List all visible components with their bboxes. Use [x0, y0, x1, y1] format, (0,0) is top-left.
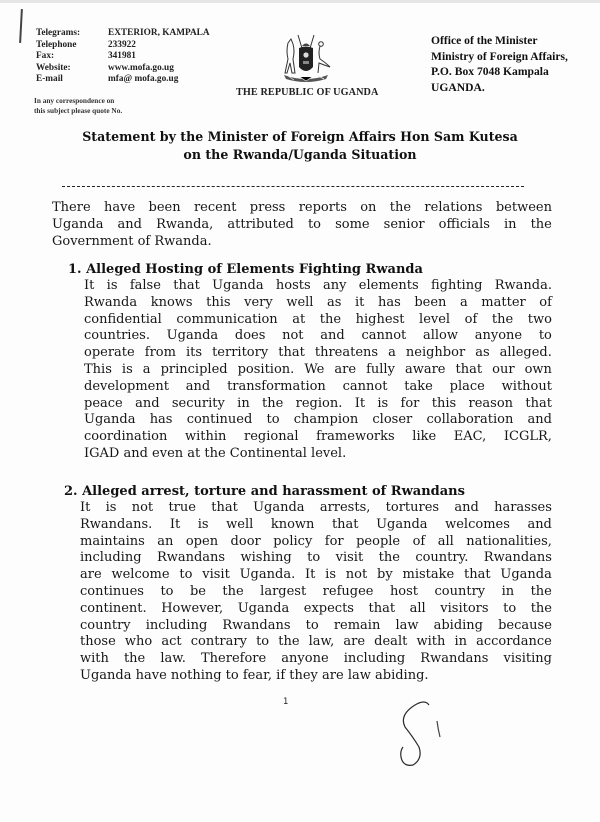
word: frameworks [316, 429, 395, 445]
word: including [80, 550, 142, 566]
word: within [184, 429, 227, 445]
word: has [149, 412, 173, 428]
word: level [419, 311, 451, 327]
word: Uganda [500, 567, 552, 583]
word: not [131, 500, 154, 515]
word: Rwandans [156, 550, 226, 566]
word: cannot [342, 378, 388, 394]
word: It [305, 567, 316, 583]
word: its [185, 345, 203, 361]
word: aware [404, 361, 446, 377]
word: policy [273, 533, 313, 549]
word: collaboration [426, 412, 514, 428]
quote-note [34, 96, 122, 116]
word: transformation [227, 378, 326, 394]
word: that [211, 500, 238, 515]
contact-label: Telegrams: [36, 28, 81, 38]
republic-title: THE REPUBLIC OF UGANDA [236, 87, 379, 98]
word: We [304, 361, 325, 377]
word: EAC, [453, 429, 487, 445]
word: Uganda [376, 516, 428, 532]
word: at [292, 311, 306, 327]
contact-label: Website: [36, 62, 71, 73]
title-line-1: Statement by the Minister of Foreign Affairs Hon Sam Kutesa [82, 129, 518, 144]
word: refugee [322, 583, 374, 599]
word: matter [481, 294, 526, 310]
word: highest [355, 311, 405, 327]
word: to [307, 550, 321, 566]
section-body [84, 278, 552, 463]
coat-of-arms-emblem-icon [276, 33, 336, 85]
word: operate [84, 345, 135, 361]
word: principled [160, 361, 228, 377]
word: anyone [474, 328, 523, 344]
word: welcomes [445, 516, 510, 532]
text-line: Government of Rwanda. [52, 233, 212, 249]
word: in [237, 395, 250, 411]
word: is [197, 516, 209, 532]
text-line [84, 295, 552, 312]
text-line [84, 429, 552, 446]
word: this [431, 395, 457, 411]
word: fighting [430, 278, 483, 293]
text-line [80, 634, 552, 651]
word: continent. [80, 600, 147, 616]
word: door [230, 533, 261, 549]
word: It [84, 278, 95, 293]
word: arrests, [319, 500, 371, 515]
word: visit [335, 550, 364, 566]
word: reports [298, 200, 347, 215]
word: relations [424, 200, 483, 215]
intro-paragraph [52, 200, 552, 250]
section-heading: 2. Alleged arrest, torture and harassment of Rwandans [64, 484, 465, 499]
word: region. [295, 395, 343, 411]
word: welcome [111, 567, 170, 583]
word: ICGLR, [503, 429, 552, 445]
text-line [80, 584, 552, 601]
office-line: Office of the Minister [431, 34, 538, 47]
word: act [161, 634, 182, 650]
word: some [335, 216, 370, 232]
word: communication [176, 311, 278, 327]
word: including [343, 651, 406, 667]
word: this [206, 294, 231, 310]
word: that [455, 361, 483, 377]
contact-row [36, 40, 210, 52]
word: tortures [385, 500, 440, 515]
word: Uganda. [239, 567, 296, 583]
contact-value: mfa@ mofa.go.ug [108, 74, 179, 84]
word: for [400, 395, 420, 411]
text-line [84, 278, 552, 295]
word: between [495, 200, 552, 215]
word: and [527, 412, 552, 428]
word: It [354, 395, 366, 411]
word: Rwandans [483, 550, 552, 566]
word: and [185, 378, 211, 394]
office-line: P.O. Box 7048 Kampala [431, 65, 549, 78]
statement-title [40, 128, 560, 163]
word: maintains [80, 533, 145, 549]
word: the [278, 634, 300, 650]
word: like [412, 429, 437, 445]
contact-value: EXTERIOR, KAMPALA [108, 28, 210, 38]
contact-row [36, 51, 210, 63]
word: country. [415, 550, 469, 566]
office-address [431, 33, 568, 95]
word: continues [80, 583, 144, 599]
word: in [501, 583, 515, 599]
contact-label: Fax: [36, 51, 55, 61]
word: known [270, 516, 315, 532]
word: closer [372, 412, 413, 428]
word: Rwanda [84, 294, 138, 310]
word: with [416, 634, 446, 650]
word: nationalities, [466, 533, 552, 549]
text-line [80, 651, 552, 668]
word: development [84, 378, 169, 394]
word: Rwandans [222, 617, 291, 633]
word: Uganda [212, 278, 264, 293]
word: Rwanda. [494, 278, 552, 293]
word: the [123, 651, 146, 667]
word: place [449, 378, 485, 394]
word: fully [366, 361, 395, 377]
word: senior [383, 216, 425, 232]
word: take [404, 378, 433, 394]
word: Uganda [166, 328, 219, 344]
word: that [368, 600, 396, 616]
word: our [492, 361, 515, 377]
text-line [84, 379, 552, 396]
signature-icon [385, 695, 455, 775]
word: are [343, 634, 366, 650]
text-line [80, 517, 552, 534]
word: peace [84, 395, 123, 411]
word: a [388, 345, 396, 361]
word: cannot [361, 328, 407, 344]
word: to [538, 328, 552, 344]
word: for [324, 533, 344, 549]
word: press [249, 200, 286, 215]
word: reason [468, 395, 514, 411]
word: dealt [374, 634, 408, 650]
word: well [226, 516, 254, 532]
quote-note-line: In any correspondence on [34, 96, 115, 105]
word: However, [161, 600, 224, 616]
word: There [52, 200, 91, 215]
word: is [121, 361, 133, 377]
word: law. [160, 651, 186, 667]
text-line [84, 412, 552, 429]
word: is [377, 395, 389, 411]
dashed-separator [62, 186, 524, 187]
word: in [454, 634, 467, 650]
word: accordance [476, 634, 552, 650]
word: confidential [84, 311, 162, 327]
word: two [527, 311, 552, 327]
text-line [52, 217, 552, 234]
text-line [80, 601, 552, 618]
text-line [80, 550, 552, 567]
text-line: Uganda have nothing to fear, if they are law abiding. [80, 667, 429, 683]
word: largest [260, 583, 307, 599]
contact-row [36, 63, 210, 75]
margin-pen-mark [19, 9, 23, 43]
word: been [414, 294, 447, 310]
text-line [52, 200, 552, 217]
word: very [244, 294, 273, 310]
word: a [459, 294, 468, 310]
section-heading: 1. Alleged Hosting of Elements Fighting Rwanda [68, 262, 423, 277]
page-number: 1 [283, 697, 289, 707]
word: been [148, 200, 181, 215]
word: without [501, 378, 552, 394]
word: hosts [275, 278, 311, 293]
word: is [105, 500, 117, 515]
word: the [389, 200, 412, 215]
word: Uganda [84, 412, 136, 428]
word: country [80, 617, 131, 633]
word: as [327, 294, 342, 310]
word: does [234, 328, 266, 344]
word: threatens [314, 345, 379, 361]
word: the [530, 600, 552, 616]
word: knows [150, 294, 193, 310]
word: territory [212, 345, 269, 361]
word: true [168, 500, 196, 515]
word: mistake [402, 567, 455, 583]
word: This [84, 361, 112, 377]
word: the [530, 216, 552, 232]
word: are [334, 361, 357, 377]
word: neighbor [405, 345, 466, 361]
contact-value: 233922 [108, 39, 136, 50]
word: Uganda [253, 500, 305, 515]
contact-row [36, 74, 210, 86]
word: as [475, 345, 490, 361]
word: who [124, 634, 153, 650]
word: any [323, 278, 347, 293]
word: regional [244, 429, 299, 445]
word: continued [186, 412, 253, 428]
word: well [286, 294, 314, 310]
word: anyone [281, 651, 329, 667]
office-line: Ministry of Foreign Affairs, [431, 49, 568, 63]
word: is [106, 278, 118, 293]
word: that [525, 395, 552, 411]
office-line: UGANDA. [431, 80, 485, 94]
text-line [84, 396, 552, 413]
word: security [171, 395, 225, 411]
word: an [157, 533, 174, 549]
word: visit [202, 567, 230, 583]
word: It [80, 500, 91, 515]
contact-value: 341981 [108, 51, 136, 61]
word: has [377, 294, 401, 310]
word: and [117, 216, 142, 232]
word: expects [303, 600, 354, 616]
word: own [524, 361, 552, 377]
word: are [80, 567, 102, 583]
word: open [185, 533, 219, 549]
word: abiding [433, 617, 483, 633]
word: the [262, 395, 284, 411]
text-line [84, 362, 552, 379]
word: including [145, 617, 208, 633]
contact-value: www.mofa.go.ug [108, 62, 174, 73]
word: not [282, 328, 304, 344]
text-line [80, 567, 552, 584]
word: to [160, 583, 174, 599]
word: and [135, 395, 160, 411]
text-line [84, 312, 552, 329]
word: It [169, 516, 181, 532]
text-line [80, 534, 552, 551]
word: a [142, 361, 151, 377]
word: and [454, 500, 479, 515]
text-line [84, 345, 552, 362]
contact-label: E-mail [36, 74, 63, 84]
word: the [530, 583, 552, 599]
word: the [222, 583, 244, 599]
contact-row [36, 28, 210, 40]
contact-label: Telephone [36, 39, 77, 50]
word: because [498, 617, 552, 633]
word: Uganda [237, 600, 290, 616]
word: elements [358, 278, 419, 293]
word: from [144, 345, 176, 361]
word: wishing [240, 550, 292, 566]
scan-edge [0, 0, 600, 3]
word: all [409, 600, 426, 616]
word: position. [237, 361, 295, 377]
word: in [503, 216, 517, 232]
word: attributed [227, 216, 294, 232]
word: the [319, 311, 342, 327]
text-line [80, 500, 552, 517]
word: the [378, 550, 400, 566]
word: law [395, 617, 419, 633]
word: allow [422, 328, 459, 344]
word: Rwandans. [80, 516, 153, 532]
word: and [320, 328, 345, 344]
word: Rwandans [420, 651, 489, 667]
word: champion [293, 412, 359, 428]
word: have [104, 200, 136, 215]
word: the [491, 311, 514, 327]
word: of [464, 311, 478, 327]
word: that [278, 345, 305, 361]
word: officials [438, 216, 490, 232]
word: and [527, 516, 552, 532]
word: harasses [494, 500, 552, 515]
word: Therefore [201, 651, 267, 667]
word: to [503, 600, 517, 616]
word: coordination [84, 429, 168, 445]
word: host [389, 583, 419, 599]
word: recent [193, 200, 237, 215]
word: on [360, 200, 377, 215]
word: to [179, 567, 193, 583]
word: those [80, 634, 116, 650]
word: to [305, 617, 319, 633]
word: Rwanda, [156, 216, 214, 232]
word: to [307, 216, 322, 232]
text-line [84, 328, 552, 345]
title-line-2: on the Rwanda/Uganda Situation [183, 146, 417, 162]
word: is [325, 567, 336, 583]
word: Uganda [52, 216, 104, 232]
letterhead-contacts [36, 28, 210, 86]
word: that [464, 567, 491, 583]
word: of [539, 294, 552, 310]
word: country [434, 583, 486, 599]
word: countries. [84, 328, 150, 344]
word: false [129, 278, 161, 293]
word: it [355, 294, 365, 310]
word: of [412, 533, 426, 549]
word: remain [333, 617, 381, 633]
word: visitors [440, 600, 489, 616]
text-line [80, 618, 552, 635]
word: law, [308, 634, 335, 650]
word: that [173, 278, 200, 293]
word: that [331, 516, 359, 532]
word: visiting [503, 651, 552, 667]
word: be [189, 583, 206, 599]
word: by [377, 567, 393, 583]
word: to [266, 412, 280, 428]
quote-note-line: this subject please quote No. [34, 106, 123, 115]
word: contrary [190, 634, 247, 650]
word: all [437, 533, 454, 549]
word: to [256, 634, 270, 650]
text-line: IGAD and even at the Continental level. [84, 445, 347, 461]
word: not [345, 567, 368, 583]
section-body [80, 500, 552, 685]
word: people [356, 533, 401, 549]
word: alleged. [499, 345, 552, 361]
word: with [80, 651, 109, 667]
